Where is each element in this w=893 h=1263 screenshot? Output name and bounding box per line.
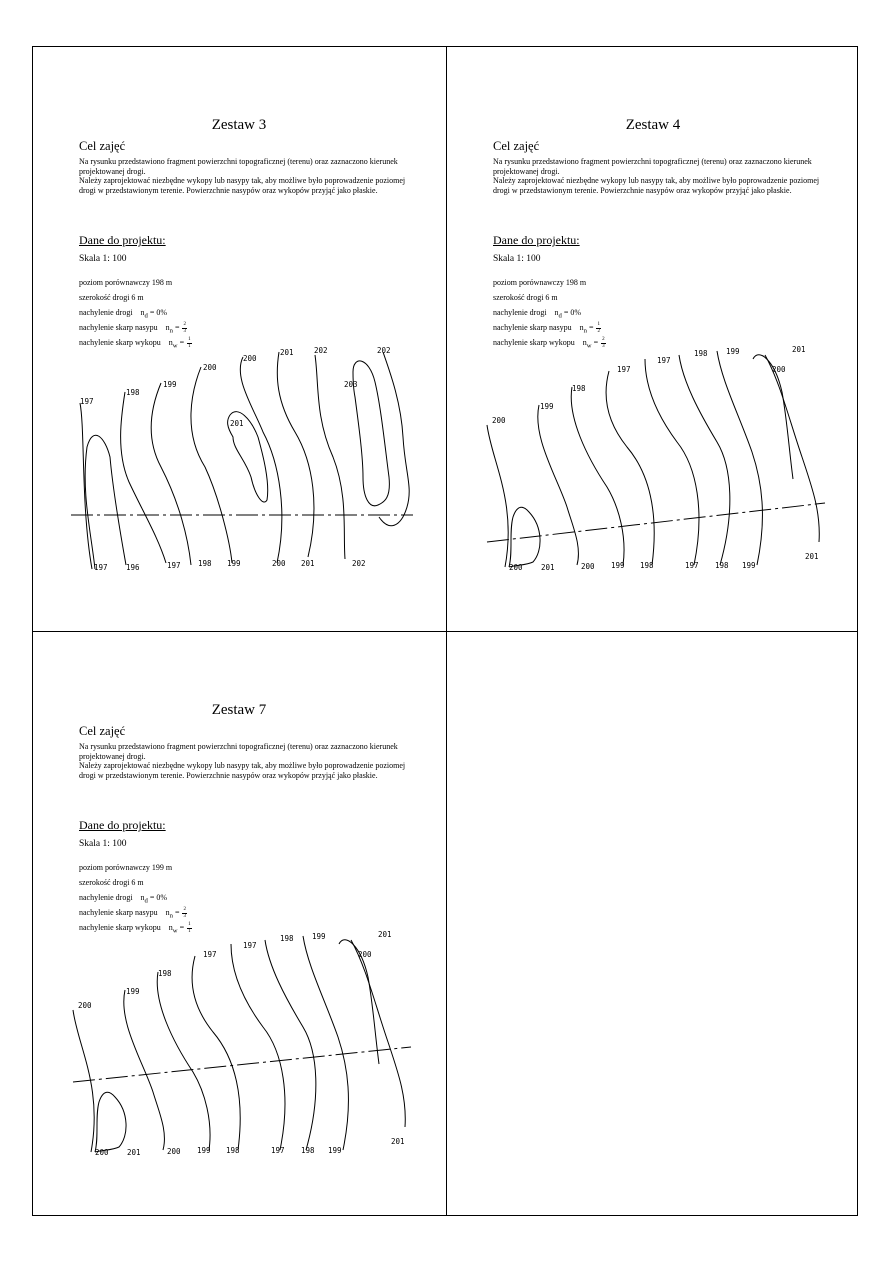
data-heading: Dane do projektu:: [79, 233, 166, 247]
road-slope-label: nachylenie drogi: [79, 308, 133, 317]
contour-line: [191, 367, 232, 563]
road-axis: [73, 1047, 411, 1082]
contour-label: 197: [243, 941, 257, 950]
contour-map: [447, 337, 859, 587]
contour-label: 200: [167, 1147, 181, 1156]
contour-label: 201: [280, 348, 294, 357]
embankment-slope-label: nachylenie skarp nasypu: [79, 323, 158, 332]
cut-slope-symbol: $n_w$ = $\frac{1}{1}$: [168, 922, 191, 935]
contour-label: 199: [163, 380, 177, 389]
road-slope-symbol: $n_d = 0\%$: [554, 308, 582, 320]
contour-label: 198: [198, 559, 212, 568]
embankment-slope-symbol: $n_n$ = $\frac{2}{3}$: [165, 907, 186, 920]
contour-label: 199: [227, 559, 241, 568]
contour-label: 199: [197, 1146, 211, 1155]
contour-label: 202: [352, 559, 366, 568]
contour-label: 197: [80, 397, 94, 406]
contour-label: 200: [772, 365, 786, 374]
goal-heading: Cel zajęć: [79, 724, 126, 738]
contour-label: 200: [492, 416, 506, 425]
contour-label: 198: [126, 388, 140, 397]
contour-line: [679, 355, 730, 565]
road-slope-symbol: $n_d = 0\%$: [140, 308, 168, 320]
contour-line: [571, 387, 624, 565]
contour-label: 199: [611, 561, 625, 570]
panel-zestaw-3: [33, 47, 445, 631]
embankment-slope: [493, 320, 606, 335]
contour-line: [95, 1092, 126, 1152]
contour-label: 197: [203, 950, 217, 959]
road-slope: [493, 305, 606, 320]
cut-slope-label: nachylenie skarp wykopu: [493, 338, 575, 347]
cut-slope-symbol: $n_w$ = $\frac{2}{3}$: [582, 337, 605, 350]
description-line: Na rysunku przedstawiono fragment powierzchni topograficznej (terenu) oraz zaznaczono kierunek projektowanej drogi.: [79, 157, 398, 176]
description: [493, 157, 823, 195]
reference-level: poziom porównawczy 198 m: [493, 278, 587, 287]
contour-label: 197: [685, 561, 699, 570]
contour-label: 199: [540, 402, 554, 411]
contour-label: 198: [280, 934, 294, 943]
contour-map: [33, 337, 445, 587]
scale-label: Skala 1: 100: [493, 254, 541, 264]
goal-heading: Cel zajęć: [79, 139, 126, 153]
contour-label: 200: [272, 559, 286, 568]
cut-slope-symbol: $n_w$ = $\frac{1}{1}$: [168, 337, 191, 350]
embankment-slope-label: nachylenie skarp nasypu: [79, 908, 158, 917]
embankment-slope-label: nachylenie skarp nasypu: [493, 323, 572, 332]
road-slope-symbol: $n_d = 0\%$: [140, 893, 168, 905]
contour-label: 198: [301, 1146, 315, 1155]
contour-label: 201: [792, 345, 806, 354]
contour-label: 200: [203, 363, 217, 372]
contour-label: 198: [715, 561, 729, 570]
embankment-slope-symbol: $n_n$ = $\frac{2}{3}$: [165, 322, 186, 335]
contour-label: 199: [726, 347, 740, 356]
contour-line: [509, 507, 540, 567]
contour-label: 201: [378, 930, 392, 939]
contour-line: [80, 403, 92, 569]
page-title: Zestaw 7: [211, 702, 267, 718]
contour-label: 197: [657, 356, 671, 365]
contour-line: [192, 956, 240, 1150]
contour-label: 200: [243, 354, 257, 363]
contour-line: [538, 405, 579, 565]
road-width: szerokość drogi 6 m: [79, 878, 144, 887]
contour-label: 198: [694, 349, 708, 358]
contour-label: 199: [328, 1146, 342, 1155]
description: [79, 157, 409, 195]
contour-label: 200: [509, 563, 523, 572]
description: [79, 742, 409, 780]
contour-line: [353, 361, 389, 506]
contour-lines: [80, 352, 409, 569]
contour-line: [606, 371, 654, 565]
panel-zestaw-7: [33, 632, 445, 1216]
road-slope-label: nachylenie drogi: [493, 308, 547, 317]
contour-label: 197: [167, 561, 181, 570]
contour-label: 200: [95, 1148, 109, 1157]
contour-label: 201: [301, 559, 315, 568]
contour-label: 201: [391, 1137, 405, 1146]
description-line: Należy zaprojektować niezbędne wykopy lub nasypy tak, aby możliwe było poprowadzenie poziomej drogi w przedstawionym terenie. Powierzchnie nasypów oraz wykopów przyjąć jako płaskie.: [79, 176, 406, 195]
contour-label: 201: [127, 1148, 141, 1157]
contour-label: 197: [94, 563, 108, 572]
contour-lines: [487, 351, 819, 567]
contour-line: [765, 355, 819, 542]
road-slope: [79, 305, 192, 320]
embankment-slope: [79, 320, 192, 335]
contour-label: 199: [742, 561, 756, 570]
contour-lines: [73, 936, 405, 1152]
description-line: Na rysunku przedstawiono fragment powierzchni topograficznej (terenu) oraz zaznaczono kierunek projektowanej drogi.: [79, 742, 398, 761]
road-axis: [487, 503, 825, 542]
contour-line: [265, 940, 316, 1150]
embankment-slope: [79, 905, 192, 920]
cut-slope-label: nachylenie skarp wykopu: [79, 923, 161, 932]
contour-label: 198: [640, 561, 654, 570]
contour-label: 199: [312, 932, 326, 941]
contour-labels-bottom: [95, 1137, 405, 1157]
contour-label: 198: [226, 1146, 240, 1155]
road-width: szerokość drogi 6 m: [79, 293, 144, 302]
contour-label: 201: [230, 419, 244, 428]
scale-label: Skala 1: 100: [79, 254, 127, 264]
panel-zestaw-4: [447, 47, 859, 631]
embankment-slope-symbol: $n_n$ = $\frac{1}{2}$: [579, 322, 600, 335]
contour-label: 200: [78, 1001, 92, 1010]
contour-label: 203: [344, 380, 358, 389]
contour-label: 198: [572, 384, 586, 393]
contour-line: [645, 359, 699, 565]
description-line: Należy zaprojektować niezbędne wykopy lub nasypy tak, aby możliwe było poprowadzenie poziomej drogi w przedstawionym terenie. Powierzchnie nasypów oraz wykopów przyjąć jako płaskie.: [79, 761, 406, 780]
contour-line: [487, 425, 508, 567]
contour-label: 197: [617, 365, 631, 374]
contour-labels-top: [80, 346, 391, 428]
contour-line: [121, 392, 166, 563]
description-line: Należy zaprojektować niezbędne wykopy lub nasypy tak, aby możliwe było poprowadzenie poziomej drogi w przedstawionym terenie. Powierzchnie nasypów oraz wykopów przyjąć jako płaskie.: [493, 176, 820, 195]
road-slope-label: nachylenie drogi: [79, 893, 133, 902]
contour-line: [351, 940, 405, 1127]
scale-label: Skala 1: 100: [79, 839, 127, 849]
contour-map: [33, 922, 445, 1172]
contour-line: [315, 355, 345, 559]
cut-slope-label: nachylenie skarp wykopu: [79, 338, 161, 347]
contour-line: [85, 435, 126, 569]
contour-line: [240, 357, 282, 563]
goal-heading: Cel zajęć: [493, 139, 540, 153]
contour-label: 201: [541, 563, 555, 572]
contour-label: 196: [126, 563, 140, 572]
contour-label: 197: [271, 1146, 285, 1155]
page-title: Zestaw 4: [625, 117, 681, 133]
contour-line: [151, 383, 191, 565]
contour-labels-bottom: [509, 552, 819, 572]
contour-line: [157, 972, 210, 1150]
contour-label: 200: [581, 562, 595, 571]
contour-label: 198: [158, 969, 172, 978]
contour-label: 202: [314, 346, 328, 355]
contour-line: [124, 990, 165, 1150]
data-heading: Dane do projektu:: [493, 233, 580, 247]
contour-line: [231, 944, 285, 1150]
contour-label: 202: [377, 346, 391, 355]
data-heading: Dane do projektu:: [79, 818, 166, 832]
road-slope: [79, 890, 192, 905]
contour-line: [277, 352, 314, 557]
page-title: Zestaw 3: [211, 117, 267, 133]
road-width: szerokość drogi 6 m: [493, 293, 558, 302]
contour-line: [379, 352, 409, 526]
reference-level: poziom porównawczy 199 m: [79, 863, 173, 872]
contour-label: 200: [358, 950, 372, 959]
contour-label: 201: [805, 552, 819, 561]
description-line: Na rysunku przedstawiono fragment powierzchni topograficznej (terenu) oraz zaznaczono kierunek projektowanej drogi.: [493, 157, 812, 176]
contour-label: 199: [126, 987, 140, 996]
contour-labels-bottom: [94, 559, 366, 572]
reference-level: poziom porównawczy 198 m: [79, 278, 173, 287]
